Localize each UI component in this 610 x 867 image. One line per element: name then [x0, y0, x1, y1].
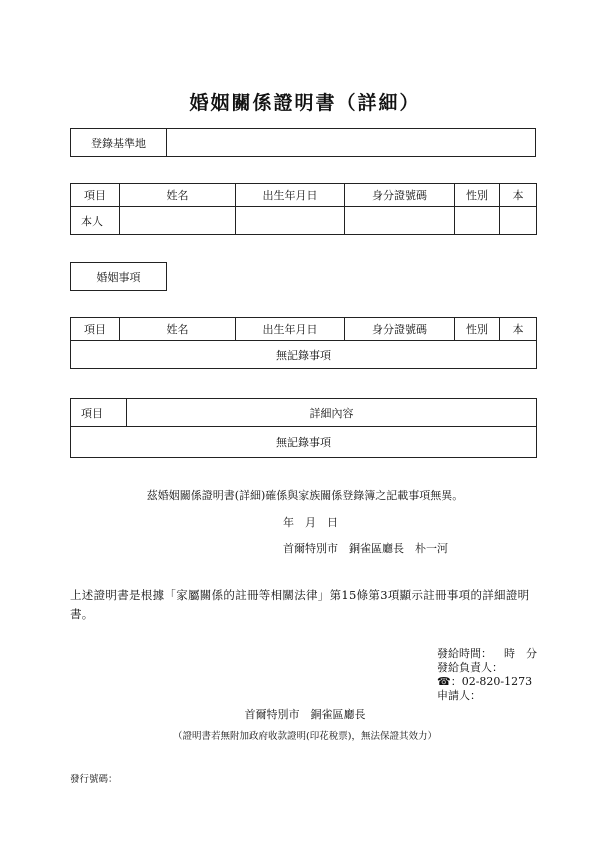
detail-empty-text: 無記錄事項 — [71, 427, 537, 458]
issue-time-units: 時 分 — [504, 647, 537, 660]
signature-line: 首爾特別市 銅雀區廳長 朴一河 — [283, 542, 448, 555]
legal-text: 上述證明書是根據「家屬關係的註冊等相關法律」第15條第3項顯示註冊事項的詳細證明書。 — [70, 588, 530, 621]
header-id: 身分證號碼 — [345, 318, 455, 341]
header-birth: 出生年月日 — [236, 318, 345, 341]
detail-table — [70, 398, 537, 458]
issue-officer-label: 發給負責人： — [437, 661, 503, 674]
person-table — [70, 183, 537, 235]
marriage-empty-text: 無記錄事項 — [71, 341, 537, 369]
validity-note: （證明書若無附加政府收款證明(印花稅票)，無法保證其效力） — [173, 731, 437, 742]
header-origin: 本 — [500, 318, 537, 341]
table-row — [71, 207, 537, 235]
header-item: 項目 — [71, 318, 120, 341]
marriage-table — [70, 317, 537, 369]
marriage-table-header — [71, 318, 537, 341]
row-label-self: 本人 — [71, 207, 120, 235]
header-gender: 性別 — [455, 318, 500, 341]
header-item: 項目 — [71, 184, 120, 207]
marriage-section-label — [70, 262, 167, 291]
cell-name — [120, 207, 236, 235]
table-row — [71, 427, 537, 458]
person-table-header — [71, 184, 537, 207]
header-id: 身分證號碼 — [345, 184, 455, 207]
header-origin: 本 — [500, 184, 537, 207]
applicant-label: 申請人： — [437, 689, 481, 702]
marriage-section-text: 婚姻事項 — [96, 270, 141, 284]
header-gender: 性別 — [455, 184, 500, 207]
authority-line: 首爾特別市 銅雀區廳長 — [244, 708, 366, 721]
issue-number-label: 發行號碼： — [70, 774, 118, 785]
registry-label: 登錄基準地 — [71, 129, 167, 156]
registry-box — [70, 128, 536, 157]
cell-origin — [500, 207, 537, 235]
issue-phone: ☎：02-820-1273 — [437, 675, 533, 688]
document-title: 婚姻關係證明書（詳細） — [189, 92, 421, 114]
cell-birth — [236, 207, 345, 235]
issue-time-label: 發給時間： — [437, 647, 492, 660]
table-row — [71, 341, 537, 369]
header-birth: 出生年月日 — [236, 184, 345, 207]
detail-table-header — [71, 399, 537, 427]
cell-gender — [455, 207, 500, 235]
certify-text: 茲婚姻關係證明書(詳細)確係與家族關係登錄簿之記載事項無異。 — [146, 489, 464, 502]
header-detail: 詳細內容 — [127, 399, 537, 427]
header-name: 姓名 — [120, 318, 236, 341]
header-item: 項目 — [71, 399, 127, 427]
date-line: 年 月 日 — [283, 516, 338, 529]
header-name: 姓名 — [120, 184, 236, 207]
cell-id — [345, 207, 455, 235]
